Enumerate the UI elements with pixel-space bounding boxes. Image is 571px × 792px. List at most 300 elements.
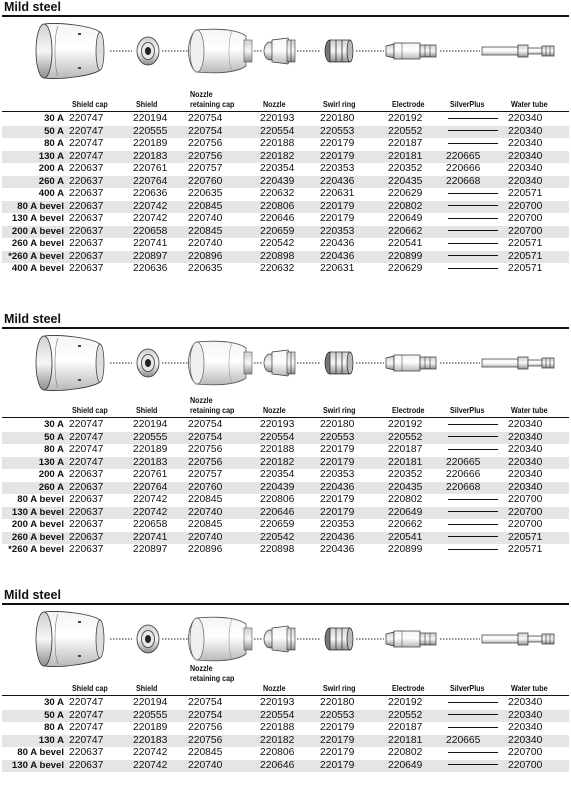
not-applicable-dash bbox=[448, 143, 498, 144]
silverplus-part bbox=[446, 213, 508, 226]
nozzle-retaining-cap-part: 220754 bbox=[188, 419, 223, 430]
silverplus-part bbox=[446, 188, 508, 201]
water-tube-part: 220700 bbox=[508, 201, 569, 214]
not-applicable-dash bbox=[448, 727, 498, 728]
amperage-label: 130 A bbox=[2, 457, 69, 470]
electrode-part: 220649 bbox=[388, 760, 446, 773]
amperage-label: 50 A bbox=[2, 710, 69, 723]
table-row bbox=[2, 494, 569, 507]
shield-cap-part: 220637 bbox=[69, 213, 104, 224]
swirl-ring-part: 220180 bbox=[320, 113, 355, 124]
not-applicable-dash bbox=[448, 449, 498, 450]
table-row bbox=[2, 163, 569, 176]
amperage-label: 130 A bevel bbox=[2, 760, 69, 773]
shield-cap-part: 220637 bbox=[69, 760, 133, 773]
shield-part: 220742 bbox=[133, 507, 188, 520]
nozzle-retaining-cap-part: 220896 bbox=[188, 251, 260, 264]
header-nozzle-retaining-cap-line2: retaining cap bbox=[190, 673, 235, 683]
table-row bbox=[2, 735, 569, 748]
nozzle-retaining-cap-part: 220635 bbox=[188, 188, 223, 199]
silverplus-part bbox=[446, 722, 508, 735]
shield-part: 220189 bbox=[133, 444, 168, 455]
swirl-ring-part: 220353 bbox=[320, 226, 388, 239]
shield-part: 220636 bbox=[133, 188, 168, 199]
table-row bbox=[2, 444, 569, 457]
not-applicable-dash bbox=[448, 205, 498, 206]
silverplus-part bbox=[446, 532, 508, 545]
silverplus-part bbox=[446, 519, 508, 532]
silverplus-part bbox=[446, 113, 508, 126]
swirl-ring-part: 220436 bbox=[320, 238, 355, 249]
shield-part: 220658 bbox=[133, 519, 168, 530]
swirl-ring-part: 220631 bbox=[320, 263, 355, 274]
table-row bbox=[2, 213, 569, 226]
silverplus-part: 220665 bbox=[446, 735, 508, 748]
parts-table bbox=[2, 697, 569, 772]
header-electrode: Electrode bbox=[392, 405, 425, 415]
table-row bbox=[2, 432, 569, 445]
swirl-ring-part: 220436 bbox=[320, 482, 388, 495]
electrode-part: 220352 bbox=[388, 163, 423, 174]
not-applicable-dash bbox=[448, 218, 498, 219]
shield-part: 220761 bbox=[133, 163, 168, 174]
amperage-label: 130 A bbox=[2, 735, 69, 748]
section-title: Mild steel bbox=[4, 312, 61, 326]
table-row bbox=[2, 226, 569, 239]
shield-cap-part: 220637 bbox=[69, 188, 104, 199]
shield-part: 220764 bbox=[133, 176, 188, 189]
nozzle-part: 220806 bbox=[260, 201, 320, 214]
amperage-label: 200 A bevel bbox=[11, 519, 64, 530]
table-row bbox=[2, 544, 569, 557]
amperage-label: 400 A bevel bbox=[11, 263, 64, 274]
shield-part: 220742 bbox=[133, 213, 168, 224]
table-row bbox=[2, 482, 569, 495]
nozzle-retaining-cap-part: 220756 bbox=[188, 444, 223, 455]
water-tube-part: 220340 bbox=[508, 469, 543, 480]
electrode-part: 220899 bbox=[388, 251, 446, 264]
nozzle-retaining-cap-part: 220896 bbox=[188, 544, 223, 555]
amperage-label: 30 A bbox=[44, 697, 64, 708]
swirl-ring-part: 220436 bbox=[320, 176, 388, 189]
water-tube-part: 220340 bbox=[508, 722, 543, 733]
table-row bbox=[2, 151, 569, 164]
electrode-part: 220649 bbox=[388, 507, 446, 520]
silverplus-part bbox=[446, 710, 508, 723]
shield-cap-part: 220637 bbox=[69, 251, 133, 264]
header-electrode: Electrode bbox=[392, 683, 425, 693]
nozzle-part: 220188 bbox=[260, 444, 295, 455]
amperage-label: 260 A bevel bbox=[11, 238, 64, 249]
section-mild-steel-3 bbox=[0, 588, 571, 792]
nozzle-part: 220182 bbox=[260, 735, 320, 748]
section-divider bbox=[2, 603, 569, 605]
nozzle-part: 220898 bbox=[260, 251, 320, 264]
nozzle-retaining-cap-part: 220740 bbox=[188, 507, 260, 520]
electrode-part: 220352 bbox=[388, 469, 423, 480]
shield-part: 220189 bbox=[133, 138, 168, 149]
not-applicable-dash bbox=[448, 752, 498, 753]
shield-cap-part: 220637 bbox=[69, 238, 104, 249]
header-silverplus: SilverPlus bbox=[450, 405, 485, 415]
nozzle-retaining-cap-part: 220760 bbox=[188, 176, 260, 189]
amperage-label: 30 A bbox=[44, 113, 64, 124]
not-applicable-dash bbox=[448, 193, 498, 194]
nozzle-retaining-cap-part: 220754 bbox=[188, 113, 223, 124]
nozzle-part: 220193 bbox=[260, 419, 295, 430]
swirl-ring-part: 220436 bbox=[320, 532, 388, 545]
swirl-ring-part: 220631 bbox=[320, 188, 355, 199]
shield-part: 220742 bbox=[133, 747, 168, 758]
nozzle-retaining-cap-part: 220845 bbox=[188, 226, 260, 239]
shield-part: 220761 bbox=[133, 469, 168, 480]
swirl-ring-part: 220180 bbox=[320, 697, 355, 708]
shield-cap-part: 220747 bbox=[69, 419, 104, 430]
not-applicable-dash bbox=[448, 255, 498, 256]
shield-part: 220194 bbox=[133, 113, 168, 124]
header-nozzle-retaining-cap-line2: retaining cap bbox=[190, 99, 235, 109]
amperage-label: 130 A bevel bbox=[11, 213, 64, 224]
swirl-ring-part: 220179 bbox=[320, 138, 355, 149]
shield-part: 220897 bbox=[133, 251, 188, 264]
header-nozzle: Nozzle bbox=[263, 405, 286, 415]
swirl-ring-part: 220553 bbox=[320, 432, 388, 445]
electrode-part: 220552 bbox=[388, 432, 446, 445]
amperage-label: 260 A bbox=[2, 176, 69, 189]
section-title: Mild steel bbox=[4, 588, 61, 602]
nozzle-part: 220646 bbox=[260, 507, 320, 520]
silverplus-part bbox=[446, 201, 508, 214]
swirl-ring-part: 220436 bbox=[320, 544, 355, 555]
water-tube-part: 220340 bbox=[508, 432, 569, 445]
parts-table bbox=[2, 419, 569, 557]
nozzle-part: 220182 bbox=[260, 457, 320, 470]
water-tube-part: 220571 bbox=[508, 238, 543, 249]
silverplus-part bbox=[446, 544, 508, 557]
water-tube-part: 220340 bbox=[508, 710, 569, 723]
silverplus-part bbox=[446, 419, 508, 432]
shield-cap-part: 220637 bbox=[69, 532, 133, 545]
electrode-part: 220802 bbox=[388, 494, 423, 505]
water-tube-part: 220700 bbox=[508, 213, 543, 224]
water-tube-part: 220571 bbox=[508, 263, 543, 274]
consumable-parts-illustration bbox=[0, 606, 571, 670]
water-tube-part: 220340 bbox=[508, 419, 543, 430]
shield-part: 220636 bbox=[133, 263, 168, 274]
water-tube-part: 220571 bbox=[508, 251, 569, 264]
water-tube-part: 220340 bbox=[508, 151, 569, 164]
table-row bbox=[2, 747, 569, 760]
silverplus-part: 220665 bbox=[446, 457, 508, 470]
silverplus-part bbox=[446, 226, 508, 239]
shield-part: 220897 bbox=[133, 544, 168, 555]
not-applicable-dash bbox=[448, 549, 498, 550]
header-shield-cap: Shield cap bbox=[72, 99, 108, 109]
amperage-label: 80 A bbox=[44, 722, 64, 733]
swirl-ring-part: 220180 bbox=[320, 419, 355, 430]
table-row bbox=[2, 760, 569, 773]
shield-part: 220555 bbox=[133, 432, 188, 445]
amperage-label: 30 A bbox=[44, 419, 64, 430]
parts-table bbox=[2, 113, 569, 276]
water-tube-part: 220340 bbox=[508, 444, 543, 455]
amperage-label: 200 A bbox=[38, 469, 64, 480]
water-tube-part: 220571 bbox=[508, 532, 569, 545]
water-tube-part: 220340 bbox=[508, 126, 569, 139]
swirl-ring-part: 220179 bbox=[320, 507, 388, 520]
nozzle-retaining-cap-part: 220754 bbox=[188, 432, 260, 445]
shield-part: 220183 bbox=[133, 151, 188, 164]
swirl-ring-part: 220179 bbox=[320, 457, 388, 470]
shield-cap-part: 220747 bbox=[69, 126, 133, 139]
water-tube-part: 220340 bbox=[508, 176, 569, 189]
shield-part: 220194 bbox=[133, 419, 168, 430]
table-row bbox=[2, 126, 569, 139]
silverplus-part bbox=[446, 263, 508, 276]
nozzle-retaining-cap-part: 220845 bbox=[188, 201, 260, 214]
water-tube-part: 220340 bbox=[508, 138, 543, 149]
shield-part: 220741 bbox=[133, 238, 168, 249]
silverplus-part bbox=[446, 494, 508, 507]
shield-part: 220658 bbox=[133, 226, 188, 239]
silverplus-part bbox=[446, 251, 508, 264]
section-divider bbox=[2, 327, 569, 329]
table-row bbox=[2, 469, 569, 482]
nozzle-part: 220354 bbox=[260, 469, 295, 480]
electrode-part: 220192 bbox=[388, 419, 423, 430]
header-silverplus: SilverPlus bbox=[450, 683, 485, 693]
shield-cap-part: 220747 bbox=[69, 113, 104, 124]
nozzle-part: 220632 bbox=[260, 188, 295, 199]
header-nozzle: Nozzle bbox=[263, 683, 286, 693]
amperage-label: 130 A bbox=[2, 151, 69, 164]
nozzle-part: 220632 bbox=[260, 263, 295, 274]
consumable-parts-illustration bbox=[0, 330, 571, 394]
water-tube-part: 220571 bbox=[508, 544, 543, 555]
water-tube-part: 220340 bbox=[508, 457, 569, 470]
table-row bbox=[2, 188, 569, 201]
header-nozzle-retaining-cap-line2: retaining cap bbox=[190, 405, 235, 415]
not-applicable-dash bbox=[448, 702, 498, 703]
water-tube-part: 220700 bbox=[508, 760, 569, 773]
table-row bbox=[2, 519, 569, 532]
header-shield: Shield bbox=[136, 405, 158, 415]
amperage-label: *260 A bevel bbox=[8, 544, 64, 555]
shield-cap-part: 220637 bbox=[69, 469, 104, 480]
shield-part: 220555 bbox=[133, 126, 188, 139]
not-applicable-dash bbox=[448, 424, 498, 425]
electrode-part: 220541 bbox=[388, 238, 423, 249]
silverplus-part bbox=[446, 697, 508, 710]
amperage-label: 80 A bevel bbox=[2, 201, 69, 214]
electrode-part: 220187 bbox=[388, 444, 423, 455]
water-tube-part: 220340 bbox=[508, 163, 543, 174]
nozzle-retaining-cap-part: 220740 bbox=[188, 213, 223, 224]
shield-cap-part: 220747 bbox=[69, 444, 104, 455]
nozzle-retaining-cap-part: 220760 bbox=[188, 482, 260, 495]
shield-cap-part: 220637 bbox=[69, 519, 104, 530]
nozzle-retaining-cap-part: 220740 bbox=[188, 532, 260, 545]
swirl-ring-part: 220179 bbox=[320, 747, 355, 758]
shield-cap-part: 220747 bbox=[69, 457, 133, 470]
table-row bbox=[2, 176, 569, 189]
nozzle-part: 220806 bbox=[260, 747, 295, 758]
swirl-ring-part: 220179 bbox=[320, 151, 388, 164]
electrode-part: 220629 bbox=[388, 263, 423, 274]
shield-cap-part: 220637 bbox=[69, 494, 104, 505]
nozzle-retaining-cap-part: 220845 bbox=[188, 519, 223, 530]
swirl-ring-part: 220179 bbox=[320, 760, 388, 773]
water-tube-part: 220340 bbox=[508, 697, 543, 708]
header-shield-cap: Shield cap bbox=[72, 405, 108, 415]
nozzle-part: 220193 bbox=[260, 113, 295, 124]
silverplus-part bbox=[446, 126, 508, 139]
silverplus-part bbox=[446, 760, 508, 773]
shield-part: 220189 bbox=[133, 722, 168, 733]
nozzle-part: 220354 bbox=[260, 163, 295, 174]
amperage-label: 400 A bbox=[38, 188, 64, 199]
shield-cap-part: 220637 bbox=[69, 176, 133, 189]
swirl-ring-part: 220553 bbox=[320, 710, 388, 723]
electrode-part: 220629 bbox=[388, 188, 423, 199]
nozzle-retaining-cap-part: 220756 bbox=[188, 138, 223, 149]
amperage-label: 50 A bbox=[2, 432, 69, 445]
electrode-part: 220435 bbox=[388, 482, 446, 495]
shield-part: 220742 bbox=[133, 201, 188, 214]
amperage-label: 80 A bevel bbox=[17, 747, 64, 758]
shield-cap-part: 220637 bbox=[69, 201, 133, 214]
not-applicable-dash bbox=[448, 230, 498, 231]
silverplus-part: 220665 bbox=[446, 151, 508, 164]
nozzle-part: 220188 bbox=[260, 722, 295, 733]
shield-cap-part: 220747 bbox=[69, 432, 133, 445]
shield-cap-part: 220747 bbox=[69, 722, 104, 733]
nozzle-retaining-cap-part: 220845 bbox=[188, 494, 223, 505]
water-tube-part: 220700 bbox=[508, 226, 569, 239]
nozzle-retaining-cap-part: 220740 bbox=[188, 238, 223, 249]
header-swirl-ring: Swirl ring bbox=[323, 99, 356, 109]
nozzle-part: 220554 bbox=[260, 710, 320, 723]
not-applicable-dash bbox=[448, 499, 498, 500]
silverplus-part: 220666 bbox=[446, 469, 481, 480]
shield-cap-part: 220747 bbox=[69, 697, 104, 708]
not-applicable-dash bbox=[448, 511, 498, 512]
nozzle-part: 220554 bbox=[260, 126, 320, 139]
nozzle-retaining-cap-part: 220757 bbox=[188, 163, 223, 174]
silverplus-part bbox=[446, 444, 508, 457]
swirl-ring-part: 220436 bbox=[320, 251, 388, 264]
table-row bbox=[2, 532, 569, 545]
shield-cap-part: 220747 bbox=[69, 138, 104, 149]
section-divider bbox=[2, 15, 569, 17]
water-tube-part: 220700 bbox=[508, 747, 543, 758]
header-shield: Shield bbox=[136, 683, 158, 693]
shield-cap-part: 220637 bbox=[69, 747, 104, 758]
electrode-part: 220649 bbox=[388, 213, 423, 224]
section-title: Mild steel bbox=[4, 0, 61, 14]
nozzle-part: 220542 bbox=[260, 238, 295, 249]
header-water-tube: Water tube bbox=[511, 99, 548, 109]
swirl-ring-part: 220553 bbox=[320, 126, 388, 139]
water-tube-part: 220700 bbox=[508, 494, 543, 505]
shield-part: 220183 bbox=[133, 735, 188, 748]
amperage-label: 130 A bevel bbox=[2, 507, 69, 520]
table-row bbox=[2, 710, 569, 723]
shield-part: 220764 bbox=[133, 482, 188, 495]
table-row bbox=[2, 238, 569, 251]
nozzle-part: 220182 bbox=[260, 151, 320, 164]
nozzle-part: 220542 bbox=[260, 532, 320, 545]
nozzle-part: 220188 bbox=[260, 138, 295, 149]
shield-part: 220183 bbox=[133, 457, 188, 470]
shield-cap-part: 220637 bbox=[69, 544, 104, 555]
nozzle-retaining-cap-part: 220756 bbox=[188, 722, 223, 733]
shield-part: 220194 bbox=[133, 697, 168, 708]
electrode-part: 220662 bbox=[388, 519, 423, 530]
header-water-tube: Water tube bbox=[511, 683, 548, 693]
not-applicable-dash bbox=[448, 243, 498, 244]
table-row bbox=[2, 697, 569, 710]
swirl-ring-part: 220353 bbox=[320, 163, 355, 174]
header-nozzle-retaining-cap-line1: Nozzle bbox=[190, 663, 213, 673]
header-water-tube: Water tube bbox=[511, 405, 548, 415]
swirl-ring-part: 220179 bbox=[320, 494, 355, 505]
silverplus-part bbox=[446, 138, 508, 151]
electrode-part: 220552 bbox=[388, 126, 446, 139]
amperage-label: 80 A bevel bbox=[17, 494, 64, 505]
shield-part: 220741 bbox=[133, 532, 188, 545]
shield-cap-part: 220637 bbox=[69, 163, 104, 174]
shield-part: 220742 bbox=[133, 494, 168, 505]
nozzle-retaining-cap-part: 220756 bbox=[188, 151, 260, 164]
not-applicable-dash bbox=[448, 524, 498, 525]
shield-cap-part: 220637 bbox=[69, 226, 133, 239]
shield-part: 220742 bbox=[133, 760, 188, 773]
amperage-label: 200 A bbox=[38, 163, 64, 174]
header-silverplus: SilverPlus bbox=[450, 99, 485, 109]
electrode-part: 220541 bbox=[388, 532, 446, 545]
header-swirl-ring: Swirl ring bbox=[323, 405, 356, 415]
not-applicable-dash bbox=[448, 536, 498, 537]
shield-cap-part: 220747 bbox=[69, 151, 133, 164]
nozzle-part: 220554 bbox=[260, 432, 320, 445]
header-nozzle-retaining-cap-line1: Nozzle bbox=[190, 395, 213, 405]
table-row bbox=[2, 251, 569, 264]
nozzle-part: 220806 bbox=[260, 494, 295, 505]
electrode-part: 220192 bbox=[388, 697, 423, 708]
section-mild-steel-2 bbox=[0, 312, 571, 592]
nozzle-part: 220439 bbox=[260, 482, 320, 495]
nozzle-retaining-cap-part: 220754 bbox=[188, 126, 260, 139]
electrode-part: 220192 bbox=[388, 113, 423, 124]
electrode-part: 220662 bbox=[388, 226, 446, 239]
table-row bbox=[2, 722, 569, 735]
water-tube-part: 220340 bbox=[508, 735, 569, 748]
section-mild-steel-1 bbox=[0, 0, 571, 312]
electrode-part: 220899 bbox=[388, 544, 423, 555]
not-applicable-dash bbox=[448, 268, 498, 269]
not-applicable-dash bbox=[448, 714, 498, 715]
table-row bbox=[2, 507, 569, 520]
table-row bbox=[2, 201, 569, 214]
nozzle-retaining-cap-part: 220756 bbox=[188, 457, 260, 470]
consumable-parts-illustration bbox=[0, 18, 571, 82]
amperage-label: 260 A bevel bbox=[2, 532, 69, 545]
header-underline bbox=[2, 111, 569, 112]
shield-cap-part: 220637 bbox=[69, 482, 133, 495]
header-nozzle-retaining-cap-line1: Nozzle bbox=[190, 89, 213, 99]
nozzle-retaining-cap-part: 220845 bbox=[188, 747, 223, 758]
